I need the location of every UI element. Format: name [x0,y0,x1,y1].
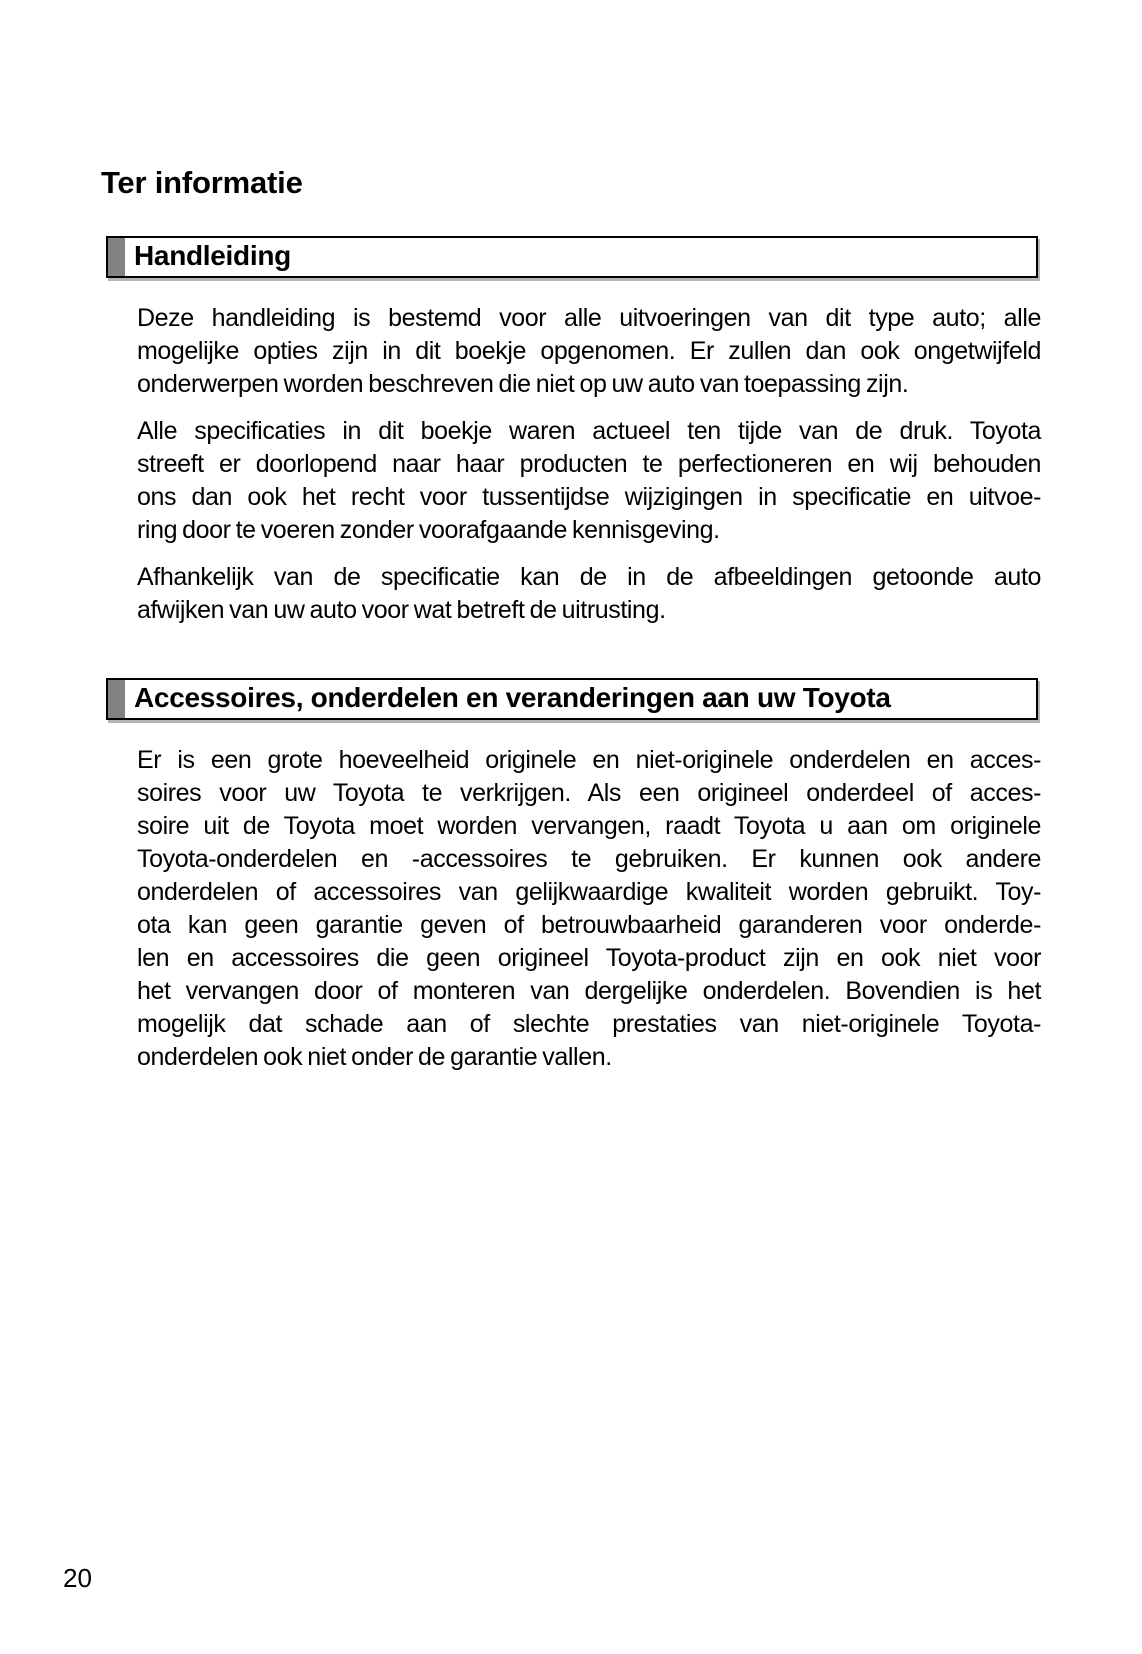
text-line: Deze handleiding is bestemd voor alle uitvoeringen van dit type auto; alle [137,304,1041,332]
paragraph [137,302,1041,401]
text-line: streeft er doorlopend naar haar producten te perfectioneren en wij behouden [137,450,1041,478]
section-heading-box [106,236,1038,278]
paragraph [137,415,1041,547]
paragraph [137,744,1041,1074]
text-line: soires voor uw Toyota te verkrijgen. Als een origineel onderdeel of acces- [137,779,1041,807]
text-line: afwijken van uw auto voor wat betreft de uitrusting. [137,596,666,624]
section-2 [0,678,1142,1088]
paragraph [137,561,1041,627]
section-heading: Accessoires, onderdelen en veranderingen aan uw Toyota [134,682,891,713]
text-line: ota kan geen garantie geven of betrouwbaarheid garanderen voor onderde- [137,911,1041,939]
section-heading: Handleiding [134,240,291,271]
text-line: len en accessoires die geen origineel Toyota-product zijn en ook niet voor [137,944,1041,972]
text-line: mogelijke opties zijn in dit boekje opgenomen. Er zullen dan ook ongetwijfeld [137,337,1041,365]
heading-accent-bar [108,238,125,276]
text-line: Alle specificaties in dit boekje waren actueel ten tijde van de druk. Toyota [137,417,1041,445]
text-line: onderwerpen worden beschreven die niet op uw auto van toepassing zijn. [137,370,909,398]
text-line: Afhankelijk van de specificatie kan de in de afbeeldingen getoonde auto [137,563,1041,591]
text-line: onderdelen ook niet onder de garantie vallen. [137,1043,612,1071]
section-body [137,744,1041,1074]
text-line: het vervangen door of monteren van dergelijke onderdelen. Bovendien is het [137,977,1041,1005]
text-line: soire uit de Toyota moet worden vervangen, raadt Toyota u aan om originele [137,812,1041,840]
section-body [137,302,1041,627]
text-line: ring door te voeren zonder voorafgaande kennisgeving. [137,516,720,544]
section-heading-box [106,678,1038,720]
text-line: onderdelen of accessoires van gelijkwaardige kwaliteit worden gebruikt. Toy- [137,878,1041,906]
text-line: Toyota-onderdelen en -accessoires te gebruiken. Er kunnen ook andere [137,845,1041,873]
heading-accent-bar [108,680,125,718]
page-number: 20 [63,1563,92,1593]
text-line: Er is een grote hoeveelheid originele en niet-originele onderdelen en acces- [137,746,1041,774]
text-line: mogelijk dat schade aan of slechte prestaties van niet-originele Toyota- [137,1010,1041,1038]
section-1 [0,236,1142,641]
page-title: Ter informatie [101,164,303,200]
text-line: ons dan ook het recht voor tussentijdse wijzigingen in specificatie en uitvoe- [137,483,1041,511]
